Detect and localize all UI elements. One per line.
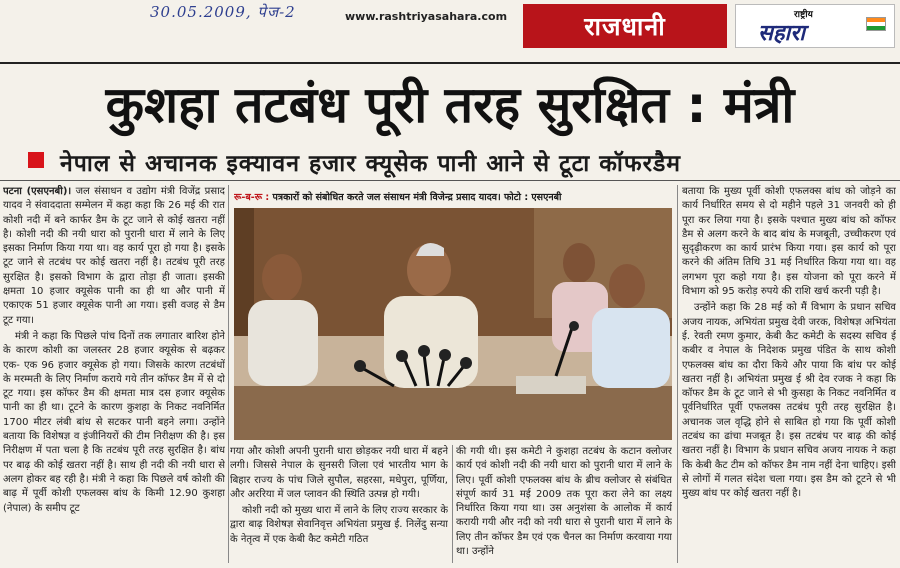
column-2a-paragraph-1: गया और कोशी अपनी पुरानी धारा छोड़कर नयी धारा में बहने लगी। जिससे नेपाल के सुनसरी जिला एवं भारतीय भाग के बिहार राज्य के पांच जिले सुपौल, सहरसा, मधेपुरा, पूर्णिया, और अररिया में जल प्लावन की स्थिति उत्पन्न हो गयी। — [230, 446, 448, 500]
photo-caption — [234, 190, 674, 203]
headline: कुशहा तटबंध पूरी तरह सुरक्षित : मंत्री — [105, 76, 795, 134]
caption-text: पत्रकारों को संबोधित करते जल संसाधन मंत्री विजेन्द्र प्रसाद यादव। फोटो : एसएनबी — [269, 192, 562, 203]
column-divider — [228, 185, 229, 563]
caption-tag: रू-ब-रू : — [234, 192, 270, 203]
handwritten-date-note: 30.05.2009, पेज-2 — [150, 3, 296, 21]
column-1-paragraph-1: जल संसाधन व उद्योग मंत्री विजेंद्र प्रसाद यादव ने संवाददाता सम्मेलन में कहा कहा कि 26 मई की रात कोशी नदी में बने कार्फर डैम के टूट जाने से कोई खतरा नहीं है। कोशी नदी की नयी धारा को पुरानी धारा में लाने के लिए इसका निर्माण किया गया था। वह कार्य पूरा हो गया है। इसके टूट जाने से तटबंध पर कोई खतरा नहीं है। तटबंध पूरी तरह सुरक्षित है। इसको विभाग के द्वारा तोड़ा ही जाता। इसकी क्षमता 10 हजार क्यूसेक पानी का ही था और पानी में एकाएक 51 हजार क्यूसेक पानी आ गया। इसी वजह से डैम टूट गया। — [3, 186, 225, 326]
newspaper-logo — [735, 4, 895, 48]
website-url: www.rashtriyasahara.com — [345, 10, 508, 23]
column-divider — [452, 445, 453, 563]
logo-wordmark: सहारा — [758, 21, 805, 46]
article-column-2a — [230, 445, 448, 563]
subhead-rule — [0, 180, 900, 181]
subheadline: नेपाल से अचानक इक्यावन हजार क्यूसेक पानी आने से टूटा कॉफरडैम — [60, 151, 682, 177]
dateline: पटना (एसएनबी)। — [3, 186, 72, 197]
logo-tagline: राष्ट्रीय — [794, 10, 813, 20]
column-2a-paragraph-2: कोशी नदी को मुख्य धारा में लाने के लिए राज्य सरकार के द्वारा बाढ़ विशेषज्ञ सेवानिवृत्त अभियंता प्रमुख ई. निलेंदु सन्या के नेतृत्व में एक केबी कैट कमेटी गठित — [230, 505, 448, 545]
column-3-paragraph-1: बताया कि मुख्य पूर्वी कोशी एफलक्स बांध को जोड़ने का कार्य निर्धारित समय से दो महीने पहले 31 जनवरी को ही पूरा कर लिया गया है। इसके पश्चात मुख्य बांध को कॉफर डैम से अलग करने के बाद बांध के मजबूती, उच्चीकरण एवं सुदृढ़ीकरण का कार्य प्रारंभ किया गया। इस कार्य को पूरा करने की अंतिम तिथि 31 मई निर्धारित किया गया था। वह लगभग पूरा कहो गया है। इस योजना को पूरा करने में विभाग को 95 करोड़ रुपये की राशि खर्च करनी पड़ी है। — [682, 186, 896, 298]
column-2b-paragraph-1: की गयी थी। इस कमेटी ने कुशहा तटबंध के कटान क्लोजर कार्य एवं कोशी नदी की नयी धारा को पुरानी धारा में लाने के लिए। पूर्वी कोशी एफलक्स बांध के ब्रीच क्लोजर से संबंधित संपूर्ण कार्य 31 मई 2009 तक पूरा करा लेने का लक्ष्य निर्धारित किया गया था। उस अनुशंसा के आलोक में कार्य करायी गयी और नदी को नयी धारा से पुरानी धारा में लाने के लिए तीन कॉफर डैम एवं एक चैनल का निर्माण करवाया गया था। उन्होंने — [456, 446, 672, 558]
column-divider — [677, 185, 678, 563]
article-column-3 — [682, 185, 896, 563]
article-column-2b — [456, 445, 672, 563]
section-banner: राजधानी — [523, 4, 727, 48]
column-3-paragraph-2: उन्होंने कहा कि 28 मई को मैं विभाग के प्रधान सचिव अजय नायक, अभियंता प्रमुख देवी जरक, विशेषज्ञ अभियंता ई. रेवती रमण कुमार, केबी कैट कमेटी के सदस्य सचिव ई कबीर व नेपाल के निदेशक प्रमुख पंडित के साथ कोशी एफलक्स बांध का दौरा किये और पाया कि बांध पर कोई खतरा नहीं है। अभियंता प्रमुख ई श्री देव रजक ने कहा कि कॉफर डैम के टूट जाने से भी कुसहा के निकट नवनिर्मित व पूर्वनिर्धारित पूर्वी एफलक्स तटबंध पूरी तरह सुरक्षित है। अचानक जल वृद्धि होने से साबित हो गया कि पूर्वी कोशी तटबंध का ढांचा मजबूत है। इस तटबंध पर बाढ़ की कोई खतरा नहीं है। विभाग के प्रधान सचिव अजय नायक ने कहा कि केबी कैट टीम को कॉफर डैम नाम नहीं देना चाहिए। इसी से लोगों में गलत संदेश चला गया। इस डैम को टूटने से भी मुख्य बांध पर कोई खतरा नहीं है। — [682, 302, 896, 500]
bullet-square-icon — [28, 152, 44, 168]
masthead-rule — [0, 62, 900, 64]
column-1-paragraph-2: मंत्री ने कहा कि पिछले पांच दिनों तक लगातार बारिश होने के कारण कोशी का जलस्तर 28 हजार क्यूसेक से बढ़कर एक- एक 96 हजार क्यूसेक हो गया। जिसके कारण तटबंधों के मरम्मती के लिए निर्माण कराये गये तीन कॉफर डैम में से दो टूट गया। इस कॉफर डैम की क्षमता मात्र दस हजार क्यूसेक पानी का ही था। टूटने के कारण कुशहा के निकट नवनिर्मित 1700 मीटर लंबी बांध से सटकर पानी बहने लगा। उन्होंने बताया कि विशेषज्ञ व इंजीनियरों की टीम निरीक्षण की है। इस निरीक्षण में पता चला है कि तटबंध पूरी तरह सुरक्षित है। बांध पर बाढ़ की कोई खतरा नहीं है। साथ ही नदी की नयी धारा से अलग होकर बह रही है। मंत्री ने कहा कि पिछले वर्ष कोशी की बाढ़ में पूर्वी कोशी एफलक्स बांध के किमी 12.90 कुशहा (नेपाल) के समीप टूट — [3, 330, 225, 514]
press-conference-illustration — [234, 208, 672, 440]
press-conference-photo — [234, 208, 672, 440]
article-column-1 — [3, 185, 225, 563]
flag-icon — [866, 17, 886, 31]
